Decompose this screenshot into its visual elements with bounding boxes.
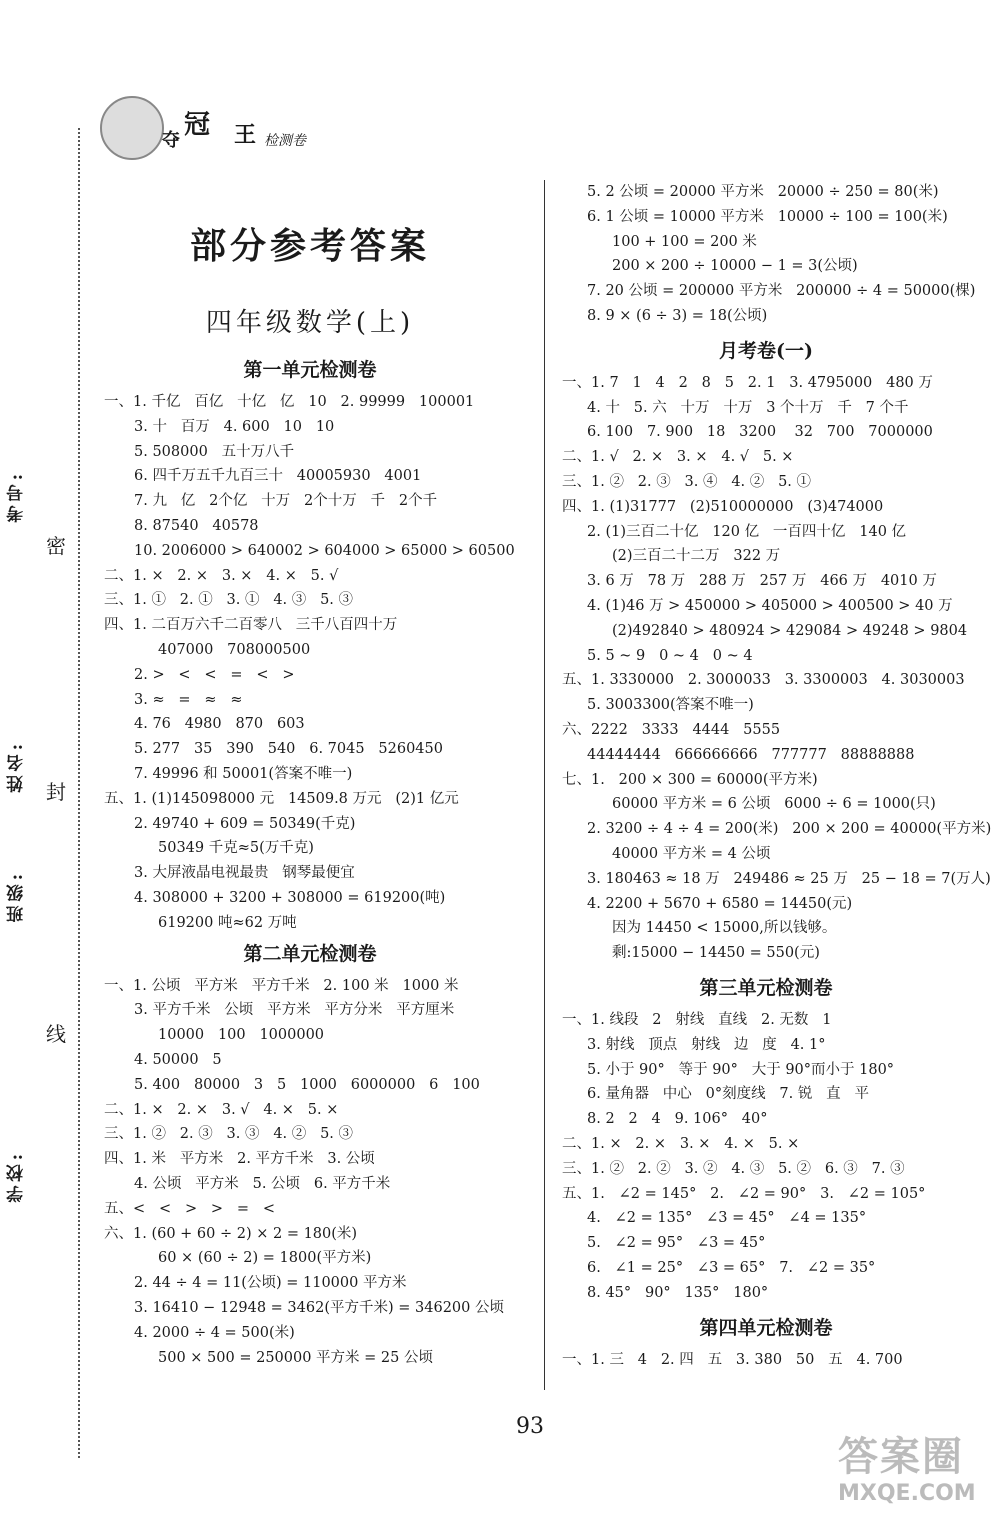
answer-line: 一、1. 公顷 平方米 平方千米 2. 100 米 1000 米 <box>104 977 459 994</box>
answer-line: 5. 277 35 390 540 6. 7045 5260450 <box>134 741 443 758</box>
answer-line: 3. 大屏液晶电视最贵 钢琴最便宜 <box>134 865 355 882</box>
answer-line: 4. 十 5. 六 十万 十万 3 个十万 千 7 个千 <box>587 399 909 416</box>
logo-subtitle: 检测卷 <box>264 133 306 149</box>
answer-line: (2)三百二十二万 322 万 <box>612 548 781 565</box>
answer-line: 3. 6 万 78 万 288 万 257 万 466 万 4010 万 <box>587 573 937 590</box>
answer-line: 一、1. 线段 2 射线 直线 2. 无数 1 <box>562 1012 832 1028</box>
answer-line: 三、1. ② 2. ③ 3. ④ 4. ② 5. ① <box>562 474 812 490</box>
answer-line: 四、1. 米 平方米 2. 平方千米 3. 公顷 <box>104 1151 375 1168</box>
answer-line: 因为 14450 < 15000,所以钱够。 <box>612 920 837 937</box>
answer-line: 4. 76 4980 870 603 <box>134 716 305 733</box>
answer-line: 六、1. (60 + 60 ÷ 2) × 2 = 180(米) <box>104 1225 358 1242</box>
school-field-label: 学校: <box>7 1150 27 1203</box>
watermark-logo: 答案圈 <box>838 1434 964 1480</box>
answer-line: 五、1. 3330000 2. 3000033 3. 3300003 4. 3030003 <box>562 672 965 689</box>
answer-line: 5. 小于 90° 等于 90° 大于 90°而小于 180° <box>587 1061 895 1078</box>
answer-line: 500 × 500 = 250000 平方米 = 25 公顷 <box>158 1349 433 1366</box>
logo-char-c: 王 <box>234 122 257 148</box>
answer-line: 8. 87540 40578 <box>134 518 259 534</box>
answer-line: 7. 49996 和 50001(答案不唯一) <box>134 766 353 782</box>
answer-line: 10. 2006000 > 640002 > 604000 > 65000 > 60500 <box>134 542 515 559</box>
answer-line: 8. 45° 90° 135° 180° <box>587 1284 769 1301</box>
answer-line: 二、1. × 2. × 3. × 4. × 5. × <box>562 1136 800 1152</box>
answer-line: 2. > < < = < > <box>134 666 295 683</box>
answer-line: 200 × 200 ÷ 10000 − 1 = 3(公顷) <box>612 258 858 275</box>
answer-line: 三、1. ② 2. ③ 3. ③ 4. ② 5. ③ <box>104 1126 354 1143</box>
answer-line: 四、1. 二百万六千二百零八 三千八百四十万 <box>104 617 398 634</box>
answer-line: 三、1. ① 2. ① 3. ① 4. ③ 5. ③ <box>104 592 354 609</box>
answer-line: 6. 1 公顷 = 10000 平方米 10000 ÷ 100 = 100(米) <box>587 208 948 225</box>
answer-line: 619200 吨≈62 万吨 <box>158 914 297 931</box>
answer-line: 6. 100 7. 900 18 3200 32 700 7000000 <box>587 424 933 441</box>
answer-line: 六、2222 3333 4444 5555 <box>562 722 781 738</box>
answer-line: 10000 100 1000000 <box>158 1027 325 1044</box>
answer-line: 8. 9 × (6 ÷ 3) = 18(公顷) <box>587 308 768 324</box>
logo-char-a: 夺 <box>162 130 180 151</box>
answer-line: 5. 508000 五十万八千 <box>134 443 295 460</box>
answer-line: 44444444 666666666 777777 88888888 <box>587 746 915 763</box>
column-divider <box>544 180 545 1390</box>
answer-line: 五、1. (1)145098000 元 14509.8 万元 (2)1 亿元 <box>104 790 459 807</box>
answer-line: 4. (1)46 万 > 450000 > 405000 > 400500 > 40 万 <box>587 598 953 614</box>
answer-line: 6. ∠1 = 25° ∠3 = 65° 7. ∠2 = 35° <box>587 1260 876 1276</box>
answer-line: 四、1. (1)31777 (2)510000000 (3)474000 <box>562 498 884 515</box>
answer-line: 6. 量角器 中心 0°刻度线 7. 锐 直 平 <box>587 1086 869 1103</box>
answer-line: 2. (1)三百二十亿 120 亿 一百四十亿 140 亿 <box>587 523 907 540</box>
page-subtitle: 四年级数学(上) <box>205 308 415 338</box>
answer-line: 100 + 100 = 200 米 <box>612 233 757 250</box>
answer-line: 2. 3200 ÷ 4 ÷ 4 = 200(米) 200 × 200 = 40000(平方米) <box>587 821 992 838</box>
watermark-url: MXQE.COM <box>838 1481 976 1506</box>
answer-line: 五、< < > > = < <box>104 1200 276 1217</box>
answer-line: 3. 180463 ≈ 18 万 249486 ≈ 25 万 25 − 18 = 7(万人) <box>587 870 991 887</box>
answer-line: 40000 平方米 = 4 公顷 <box>612 846 771 862</box>
answer-line: 5. ∠2 = 95° ∠3 = 45° <box>587 1235 766 1252</box>
answer-line: 五、1. ∠2 = 145° 2. ∠2 = 90° 3. ∠2 = 105° <box>562 1185 926 1202</box>
answer-line: 7. 20 公顷 = 200000 平方米 200000 ÷ 4 = 50000(棵) <box>587 283 976 300</box>
logo-char-b: 冠 <box>184 110 211 140</box>
answer-line: 一、1. 千亿 百亿 十亿 亿 10 2. 99999 100001 <box>104 394 475 410</box>
answer-line: 一、1. 三 4 2. 四 五 3. 380 50 五 4. 700 <box>562 1351 903 1368</box>
answer-line: 七、1. 200 × 300 = 60000(平方米) <box>562 771 818 788</box>
exam-number-label: 考号: <box>7 470 27 523</box>
answer-line: 5. 5 ~ 9 0 ~ 4 0 ~ 4 <box>587 647 753 664</box>
answer-line: 7. 九 亿 2个亿 十万 2个十万 千 2个千 <box>134 493 438 510</box>
answer-line: 二、1. × 2. × 3. √ 4. × 5. × <box>104 1101 339 1118</box>
section-heading: 第二单元检测卷 <box>243 942 377 965</box>
answer-line: 3. 十 百万 4. 600 10 10 <box>134 418 335 435</box>
class-field-label: 班级: <box>7 870 27 923</box>
answer-line: 二、1. × 2. × 3. × 4. × 5. √ <box>104 567 339 584</box>
answer-line: 2. 49740 + 609 = 50349(千克) <box>134 815 356 832</box>
seal-char-xian: 线 <box>46 1022 66 1046</box>
answer-line: 3. 射线 顶点 射线 边 度 4. 1° <box>587 1036 826 1053</box>
mascot-icon <box>100 96 164 160</box>
answer-line: 3. 16410 − 12948 = 3462(平方千米) = 346200 公顷 <box>134 1300 504 1316</box>
answer-line: 4. 2000 ÷ 4 = 500(米) <box>134 1324 295 1341</box>
answer-line: 剩:15000 − 14450 = 550(元) <box>612 945 820 962</box>
name-field-label: 姓名: <box>7 740 27 793</box>
section-heading: 第四单元检测卷 <box>699 1316 833 1339</box>
answer-line: 3. 平方千米 公顷 平方米 平方分米 平方厘米 <box>134 1002 455 1019</box>
answer-line: 6. 四千万五千九百三十 40005930 4001 <box>134 468 422 485</box>
answer-line: 三、1. ② 2. ② 3. ② 4. ③ 5. ② 6. ③ 7. ③ <box>562 1160 905 1177</box>
logo <box>100 96 330 158</box>
section-heading: 第三单元检测卷 <box>699 977 833 999</box>
page-number: 93 <box>516 1414 544 1439</box>
answer-line: 4. 公顷 平方米 5. 公顷 6. 平方千米 <box>134 1176 391 1192</box>
answer-line: 60 × (60 ÷ 2) = 1800(平方米) <box>158 1250 372 1267</box>
answer-line: 4. 2200 + 5670 + 6580 = 14450(元) <box>587 895 853 912</box>
answer-line: 一、1. 7 1 4 2 8 5 2. 1 3. 4795000 480 万 <box>562 374 933 391</box>
answer-line: 二、1. √ 2. × 3. × 4. √ 5. × <box>562 449 794 466</box>
answer-line: (2)492840 > 480924 > 429084 > 49248 > 9804 <box>612 622 968 639</box>
answer-line: 4. ∠2 = 135° ∠3 = 45° ∠4 = 135° <box>587 1210 867 1227</box>
answer-line: 2. 44 ÷ 4 = 11(公顷) = 110000 平方米 <box>134 1275 407 1292</box>
answer-line: 5. 2 公顷 = 20000 平方米 20000 ÷ 250 = 80(米) <box>587 184 939 200</box>
seal-char-feng: 封 <box>46 780 66 804</box>
answer-line: 4. 308000 + 3200 + 308000 = 619200(吨) <box>134 890 446 906</box>
watermark <box>838 1425 988 1507</box>
answer-line: 8. 2 2 4 9. 106° 40° <box>587 1111 768 1128</box>
section-heading: 第一单元检测卷 <box>243 359 377 381</box>
answer-line: 3. ≈ = ≈ ≈ <box>134 691 243 708</box>
answer-line: 4. 50000 5 <box>134 1052 222 1068</box>
seal-char-mi: 密 <box>46 534 66 558</box>
page-title: 部分参考答案 <box>189 225 430 267</box>
answer-line: 5. 3003300(答案不唯一) <box>587 697 754 714</box>
answer-line: 407000 708000500 <box>158 642 311 658</box>
answer-line: 5. 400 80000 3 5 1000 6000000 6 100 <box>134 1076 480 1093</box>
answer-line: 60000 平方米 = 6 公顷 6000 ÷ 6 = 1000(只) <box>612 796 936 813</box>
binding-dotted-line <box>78 128 80 1458</box>
section-heading: 月考卷(一) <box>719 339 813 362</box>
answer-line: 50349 千克≈5(万千克) <box>158 840 314 857</box>
